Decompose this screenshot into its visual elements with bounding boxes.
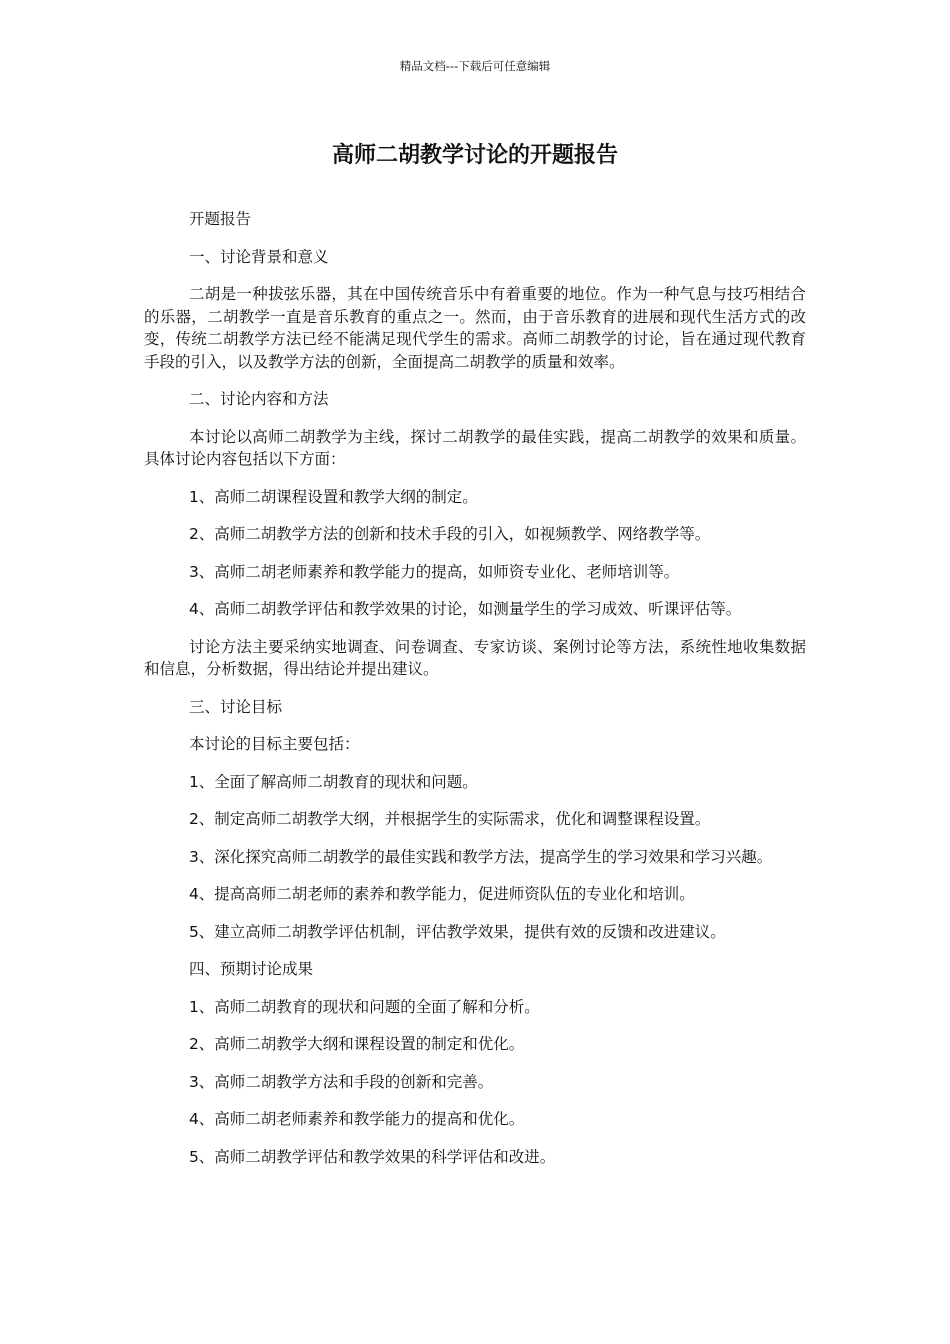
paragraph-background: 二胡是一种拔弦乐器，其在中国传统音乐中有着重要的地位。作为一种气息与技巧相结合的乐器，二胡教学一直是音乐教育的重点之一。然而，由于音乐教育的进展和现代生活方式的改变，传统二胡教学方法已经不能满足现代学生的需求。高师二胡教学的讨论，旨在通过现代教育手段的引入，以及教学方法的创新，全面提高二胡教学的质量和效率。 [144, 285, 806, 371]
list-item: 1、高师二胡课程设置和教学大纲的制定。 [188, 487, 478, 506]
list-item: 3、深化探究高师二胡教学的最佳实践和教学方法，提高学生的学习效果和学习兴趣。 [188, 847, 773, 866]
list-item: 2、高师二胡教学大纲和课程设置的制定和优化。 [188, 1035, 525, 1053]
list-item: 4、高师二胡老师素养和教学能力的提高和优化。 [188, 1110, 525, 1128]
list-item: 2、高师二胡教学方法的创新和技术手段的引入，如视频教学、网络教学等。 [188, 525, 711, 543]
section-heading-background: 一、讨论背景和意义 [188, 247, 329, 266]
list-item: 4、提高高师二胡老师的素养和教学能力，促进师资队伍的专业化和培训。 [188, 885, 695, 903]
list-item: 1、高师二胡教育的现状和问题的全面了解和分析。 [188, 997, 540, 1016]
list-item: 3、高师二胡教学方法和手段的创新和完善。 [188, 1072, 494, 1091]
paragraph-content-intro: 本讨论以高师二胡教学为主线，探讨二胡教学的最佳实践，提高二胡教学的效果和质量。具体讨论内容包括以下方面： [144, 427, 806, 468]
section-heading-goals: 三、讨论目标 [188, 697, 282, 716]
list-item: 5、高师二胡教学评估和教学效果的科学评估和改进。 [188, 1147, 556, 1166]
document-body [144, 208, 806, 1183]
document-title: 高师二胡教学讨论的开题报告 [331, 143, 618, 168]
section-heading-outcomes: 四、预期讨论成果 [188, 960, 313, 978]
paragraph-goals-intro: 本讨论的目标主要包括： [188, 735, 360, 753]
list-item: 3、高师二胡老师素养和教学能力的提高，如师资专业化、老师培训等。 [188, 562, 680, 581]
paragraph-method: 讨论方法主要采纳实地调查、问卷调查、专家访谈、案例讨论等方法，系统性地收集数据和信息，分析数据，得出结论并提出建议。 [144, 637, 806, 678]
list-item: 4、高师二胡教学评估和教学效果的讨论，如测量学生的学习成效、听课评估等。 [188, 600, 742, 618]
section-heading-content-method: 二、讨论内容和方法 [188, 390, 329, 408]
section-label: 开题报告 [188, 210, 251, 228]
list-item: 5、建立高师二胡教学评估机制，评估教学效果，提供有效的反馈和改进建议。 [188, 922, 726, 941]
list-item: 1、全面了解高师二胡教育的现状和问题。 [188, 772, 478, 791]
page-header: 精品文档---下载后可任意编辑 [399, 59, 551, 73]
list-item: 2、制定高师二胡教学大纲，并根据学生的实际需求，优化和调整课程设置。 [188, 810, 711, 828]
